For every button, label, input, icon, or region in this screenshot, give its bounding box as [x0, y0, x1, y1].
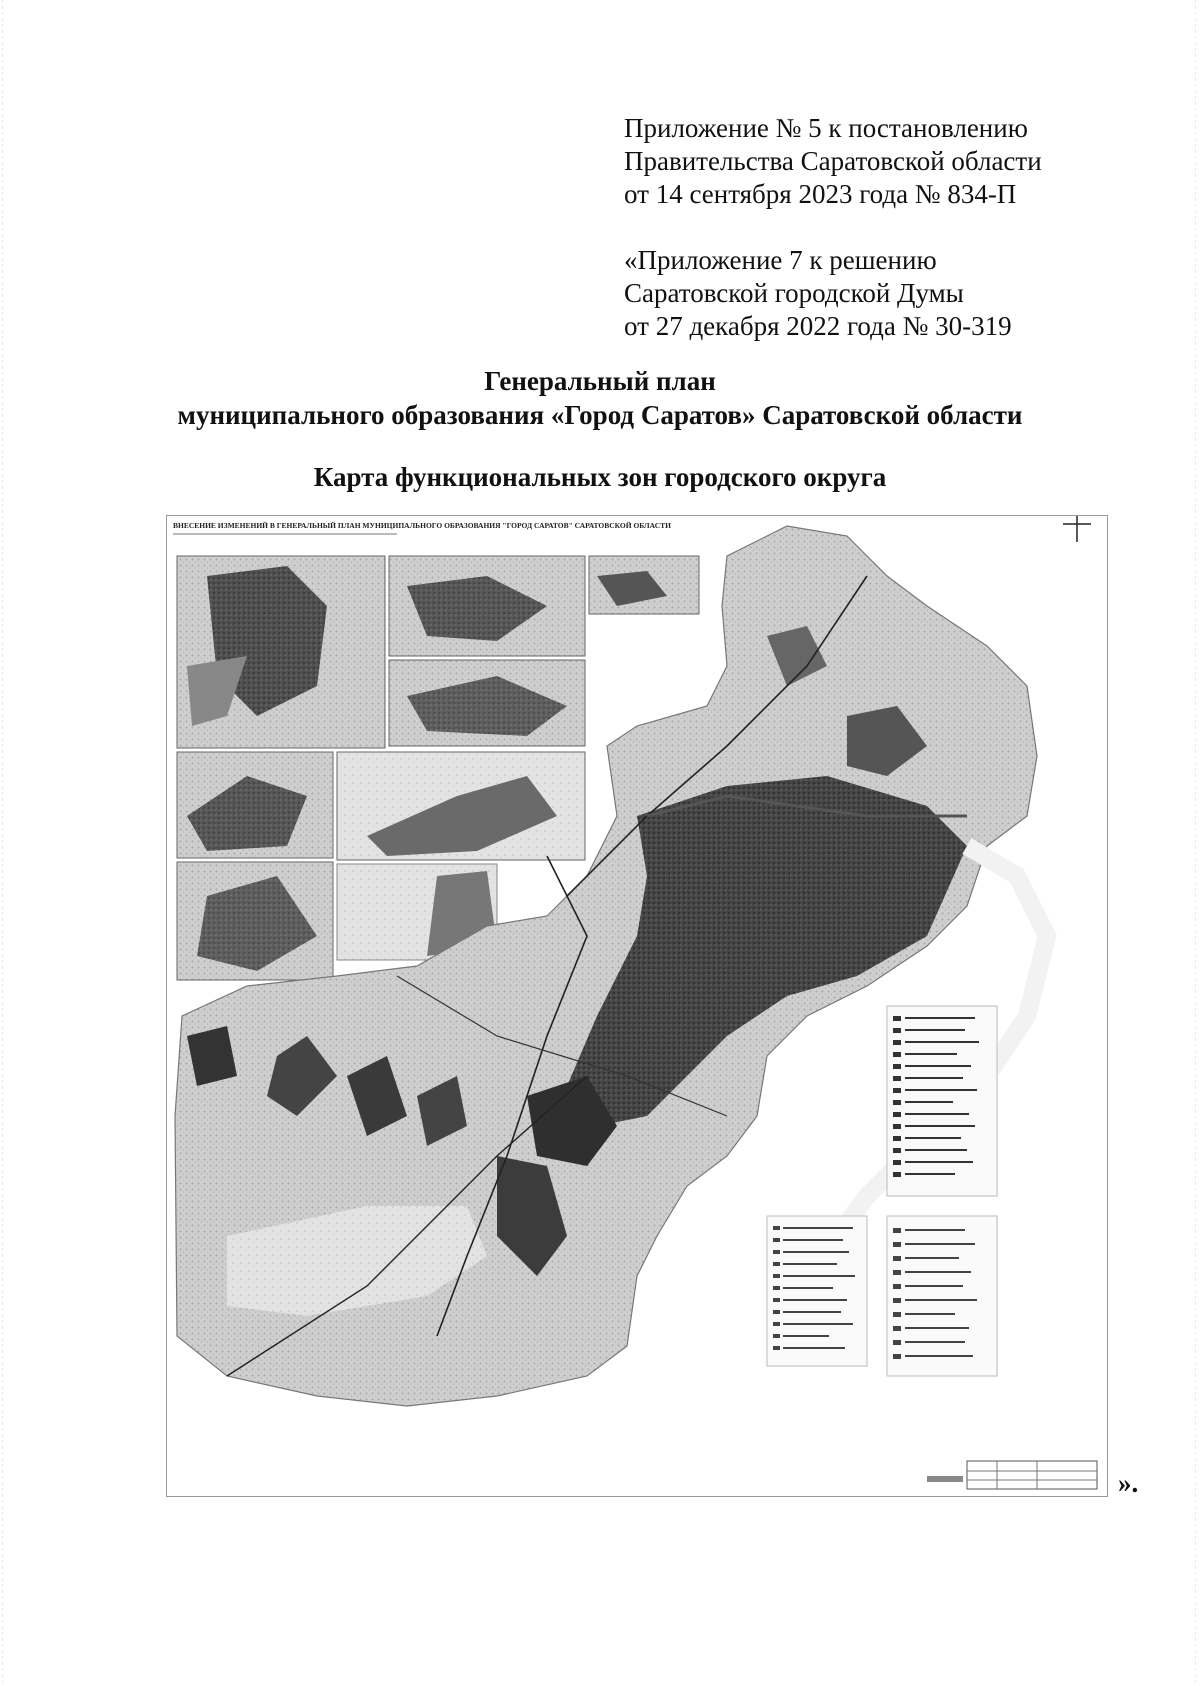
scan-edge-left	[2, 0, 3, 1686]
annex-line-4: «Приложение 7 к решению	[624, 245, 937, 275]
scan-edge-right	[1195, 0, 1196, 1686]
functional-zones-map	[166, 515, 1108, 1497]
annex-line-5: Саратовской городской Думы	[624, 278, 964, 308]
annex-line-6: от 27 декабря 2022 года № 30-319	[624, 311, 1012, 341]
annex-line-3: от 14 сентября 2023 года № 834-П	[624, 179, 1017, 209]
annex-block	[624, 112, 1144, 343]
document-title-line-2: муниципального образования «Город Саратов» Саратовской области	[177, 400, 1023, 430]
document-subtitle: Карта функциональных зон городского округа	[313, 462, 887, 492]
document-title: Генеральный план	[484, 366, 716, 396]
annex-line-2: Правительства Саратовской области	[624, 146, 1042, 176]
title-block-stamp	[927, 1461, 1097, 1489]
annex-line-1: Приложение № 5 к постановлению	[624, 113, 1028, 143]
closing-quote-mark: ».	[1118, 1468, 1139, 1498]
map-header: ВНЕСЕНИЕ ИЗМЕНЕНИЙ В ГЕНЕРАЛЬНЫЙ ПЛАН МУНИЦИПАЛЬНОГО ОБРАЗОВАНИЯ "ГОРОД САРАТОВ" САРАТОВСКОЙ ОБЛАСТИ	[173, 521, 671, 530]
compass-cross-icon	[1063, 516, 1091, 542]
